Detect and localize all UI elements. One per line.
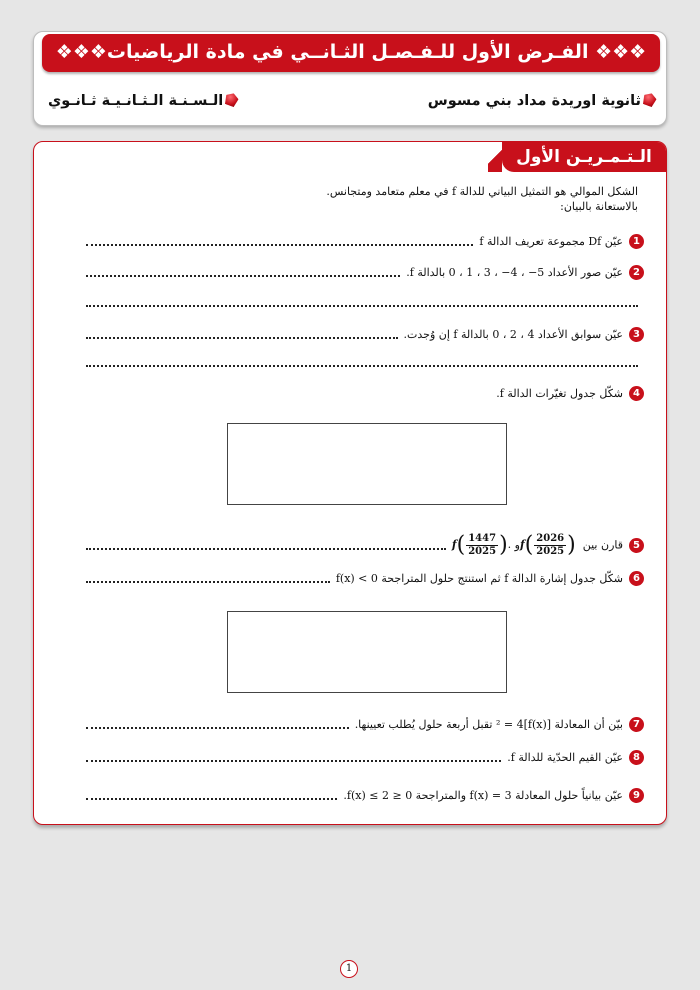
answer-line[interactable] xyxy=(86,790,337,800)
gem-icon xyxy=(641,91,658,108)
answer-line[interactable] xyxy=(86,267,400,277)
question-text: عيّن بيانياً حلول المعادلة f(x) = 3 والمتراجحة 0 ≤ f(x) ≤ 2. xyxy=(343,788,623,802)
question-text: شكّل جدول إشارة الدالة f ثم استنتج حلول المتراجحة f(x) < 0 xyxy=(335,571,623,585)
intro-text: الشكل الموالي هو التمثيل البياني للدالة f في معلم متعامد ومتجانس. xyxy=(326,185,638,198)
question-text: عيّن القيم الحدّية للدالة f. xyxy=(507,750,623,764)
answer-line[interactable] xyxy=(86,304,638,307)
exam-title: ❖❖❖الفـرض الأول للـفـصـل الثـانــي في مادة الرياضيات ❖❖❖ xyxy=(42,34,660,72)
question-text: بيّن أن المعادلة [f(x)]² = 4 تقبل أربعة حلول يُطلب تعيينها. xyxy=(354,717,623,731)
question-number: 8 xyxy=(629,750,644,765)
question-text: عيّن صور الأعداد 5− ، 4− ، 3 ، 1 ، 0 بالدالة f. xyxy=(406,265,623,279)
question-6 xyxy=(86,568,644,588)
question-number: 7 xyxy=(629,717,644,732)
question-8 xyxy=(86,747,644,767)
answer-line[interactable] xyxy=(86,540,446,550)
question-number: 3 xyxy=(629,327,644,342)
page-number: 1 xyxy=(340,960,358,978)
class-level: الـسـنـة الـثـانـيـة ثـانـوي xyxy=(48,93,238,109)
sign-table-box[interactable] xyxy=(227,611,507,693)
question-text: عيّن Df مجموعة تعريف الدالة f xyxy=(479,234,623,248)
answer-line[interactable] xyxy=(86,573,330,583)
question-number: 5 xyxy=(629,538,644,553)
exercise-card xyxy=(33,141,667,825)
question-number: 2 xyxy=(629,265,644,280)
answer-line[interactable] xyxy=(86,236,473,246)
school-name: ثانوية اوريدة مداد بني مسوس xyxy=(428,93,656,109)
question-text: شكّل جدول تغيّرات الدالة f. xyxy=(496,386,623,400)
tab-ribbon xyxy=(488,142,502,172)
question-number: 6 xyxy=(629,571,644,586)
question-4 xyxy=(86,383,644,403)
question-5 xyxy=(86,528,644,562)
question-7 xyxy=(86,714,644,734)
gem-icon xyxy=(223,91,240,108)
answer-line[interactable] xyxy=(86,752,501,762)
answer-line[interactable] xyxy=(86,364,638,367)
question-2 xyxy=(86,262,644,282)
exercise-title: الـتـمـريـن الأول xyxy=(502,142,666,172)
question-9 xyxy=(86,785,644,805)
question-3 xyxy=(86,324,644,344)
question-number: 1 xyxy=(629,234,644,249)
question-number: 9 xyxy=(629,788,644,803)
answer-line[interactable] xyxy=(86,329,398,339)
header-card xyxy=(33,31,667,126)
question-text: قارن بين f( $\frac{2026}{2025}$ ) و f( $\frac{1447}{2025}$ ). xyxy=(451,532,623,558)
intro-hint: بالاستعانة بالبيان: xyxy=(560,200,638,213)
question-1 xyxy=(86,231,644,251)
variation-table-box[interactable] xyxy=(227,423,507,505)
question-text: عيّن سوابق الأعداد 4 ، 2 ، 0 بالدالة f إن وُجدت. xyxy=(403,327,623,341)
question-number: 4 xyxy=(629,386,644,401)
answer-line[interactable] xyxy=(86,719,349,729)
